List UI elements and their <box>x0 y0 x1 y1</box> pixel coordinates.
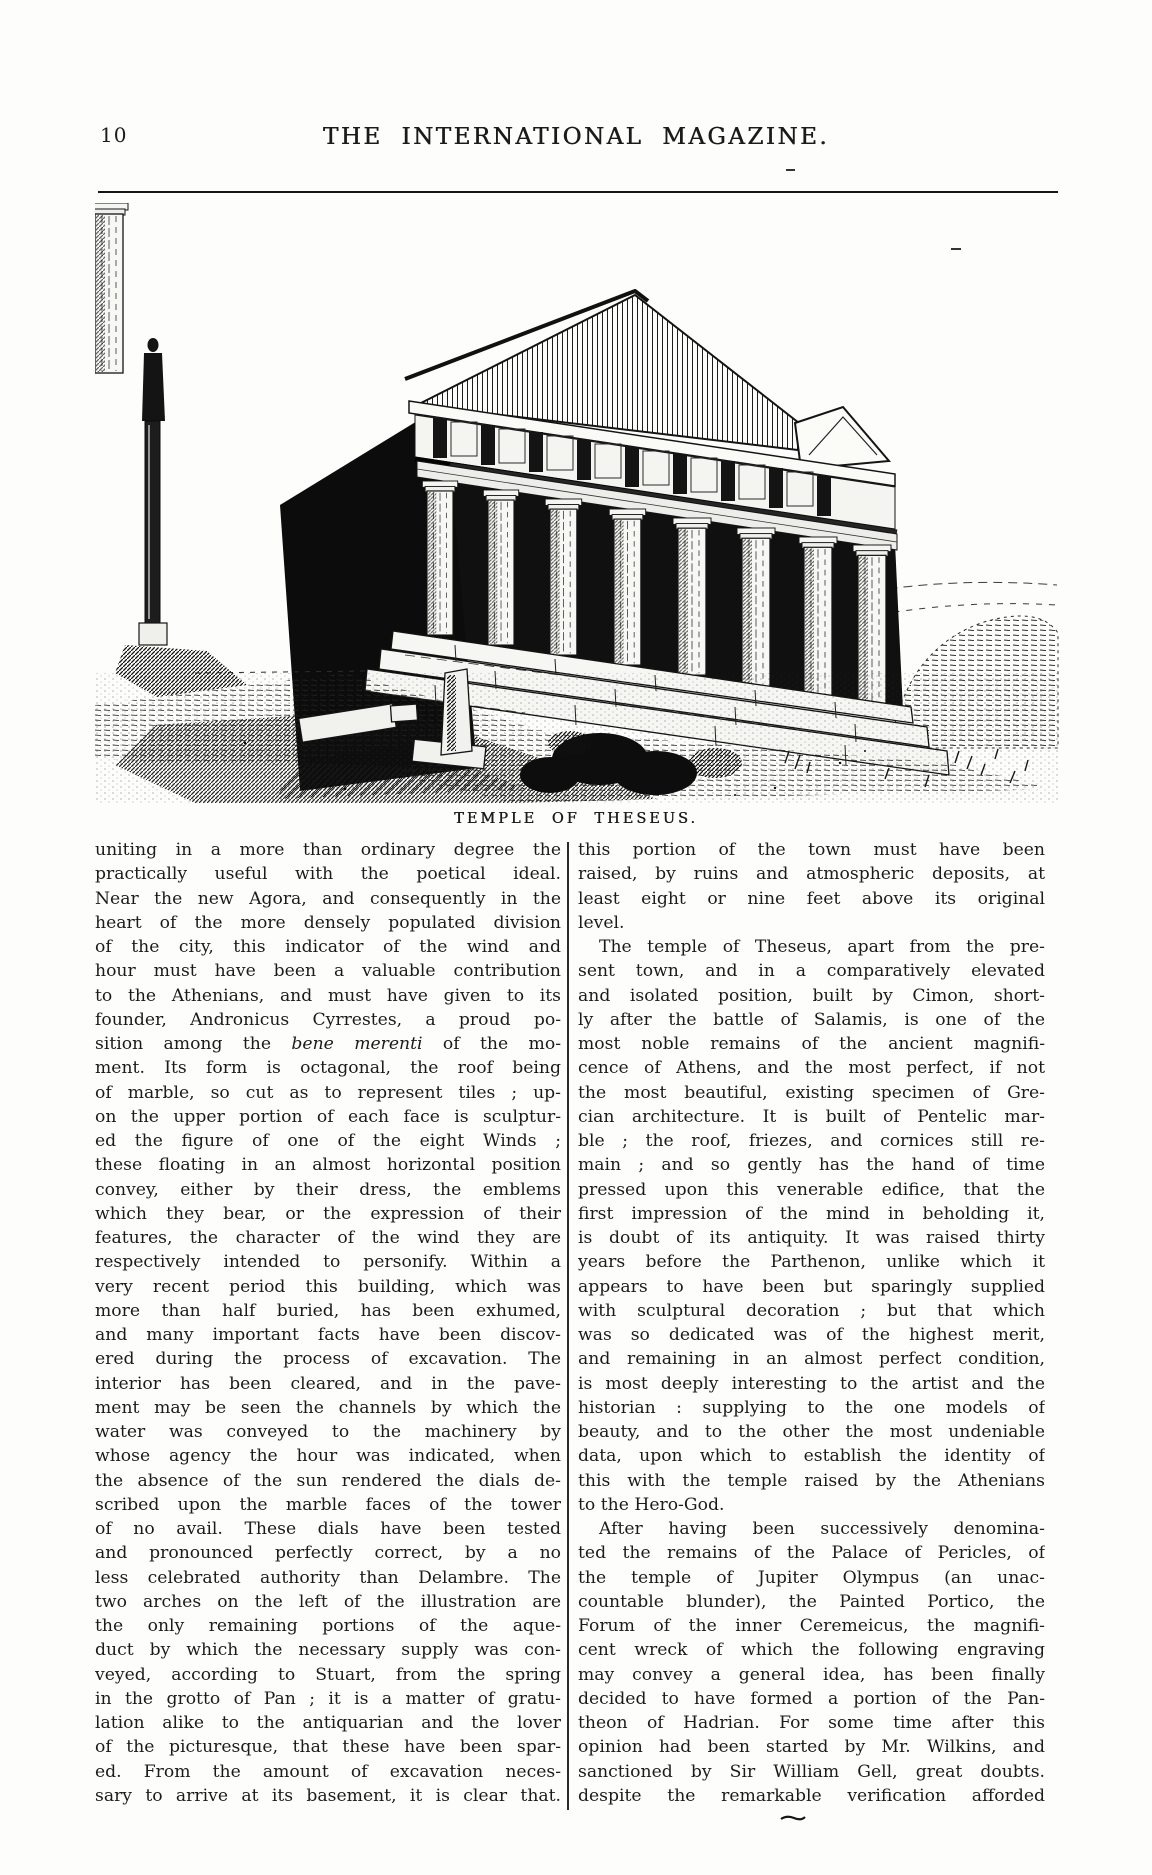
text-line: historian : supplying to the one models of <box>578 1397 1045 1418</box>
text-line: interior has been cleared, and in the pave- <box>95 1373 561 1394</box>
text-line: ed the figure of one of the eight Winds ; <box>95 1131 561 1151</box>
text-line: the most beautiful, existing specimen of Gre- <box>578 1082 1045 1103</box>
text-line: this with the temple raised by the Athenians <box>578 1470 1045 1491</box>
text-line: of marble, so cut as to represent tiles ; up- <box>95 1082 561 1103</box>
text-column-left <box>95 838 561 1808</box>
text-line: uniting in a more than ordinary degree the <box>95 840 561 860</box>
text-line: raised, by ruins and atmospheric deposits, at <box>578 864 1045 885</box>
text-line: years before the Parthenon, unlike which it <box>578 1252 1045 1273</box>
text-line: Near the new Agora, and consequently in the <box>95 888 561 909</box>
text-column-right <box>578 838 1045 1808</box>
text-line: practically useful with the poetical ideal. <box>95 864 561 885</box>
text-line: ly after the battle of Salamis, is one of the <box>578 1009 1045 1030</box>
text-line: the absence of the sun rendered the dials de- <box>95 1470 561 1491</box>
text-line: cent wreck of which the following engraving <box>578 1640 1045 1661</box>
text-line: duct by which the necessary supply was con- <box>95 1640 561 1661</box>
text-line: whose agency the hour was indicated, when <box>95 1446 561 1467</box>
text-line: water was conveyed to the machinery by <box>95 1422 561 1442</box>
text-line: After having been successively denomina- <box>599 1519 1045 1539</box>
text-line: ble ; the roof, friezes, and cornices still re- <box>578 1131 1045 1151</box>
statue <box>115 338 247 697</box>
text-line: of no avail. These dials have been tested <box>95 1519 561 1539</box>
text-line: more than half buried, has been exhumed, <box>95 1300 561 1321</box>
text-line: two arches on the left of the illustration are <box>95 1591 561 1612</box>
text-line: ment. Its form is octagonal, the roof being <box>95 1058 561 1079</box>
text-line: scribed upon the marble faces of the tower <box>95 1494 561 1515</box>
text-line: theon of Hadrian. For some time after this <box>578 1713 1045 1733</box>
text-line: the only remaining portions of the aque- <box>95 1616 561 1636</box>
text-line: sition among the bene merenti of the mo- <box>95 1034 561 1054</box>
text-line: and pronounced perfectly correct, by a no <box>95 1543 561 1564</box>
text-line: to the Athenians, and must have given to its <box>95 985 561 1006</box>
text-line: ted the remains of the Palace of Pericles, of <box>578 1543 1045 1564</box>
text-line: is doubt of its antiquity. It was raised thirty <box>578 1228 1045 1248</box>
text-line: ed. From the amount of excavation neces- <box>95 1761 561 1782</box>
engraving-caption: TEMPLE OF THESEUS. <box>454 811 698 827</box>
text-line: these floating in an almost horizontal position <box>95 1155 561 1176</box>
text-line: heart of the more densely populated division <box>95 912 561 933</box>
text-line: cian architecture. It is built of Pentelic mar- <box>578 1106 1045 1127</box>
text-line: Forum of the inner Ceremeicus, the magnifi- <box>578 1616 1045 1636</box>
text-line: sanctioned by Sir William Gell, great doubts. <box>578 1761 1045 1782</box>
text-line: opinion had been started by Mr. Wilkins, and <box>578 1737 1045 1758</box>
text-line: less celebrated authority than Delambre. The <box>95 1567 561 1588</box>
text-line: most noble remains of the ancient magnifi- <box>578 1034 1045 1054</box>
text-line: and isolated position, built by Cimon, short- <box>578 985 1045 1006</box>
text-line: founder, Andronicus Cyrrestes, a proud po- <box>95 1009 561 1030</box>
text-line: respectively intended to personify. Within a <box>95 1252 561 1273</box>
text-line: ment may be seen the channels by which the <box>95 1397 561 1418</box>
text-line: of the city, this indicator of the wind and <box>95 937 561 957</box>
header-rule <box>98 191 1058 193</box>
masthead-title: THE INTERNATIONAL MAGAZINE. <box>322 124 830 150</box>
text-line: features, the character of the wind they are <box>95 1228 561 1248</box>
text-line: and many important facts have been discov- <box>95 1325 561 1345</box>
text-line: lation alike to the antiquarian and the lover <box>95 1713 561 1733</box>
text-line: with sculptural decoration ; but that which <box>578 1300 1045 1321</box>
temple-engraving <box>95 203 1060 805</box>
text-line: very recent period this building, which was <box>95 1276 561 1297</box>
text-line: veyed, according to Stuart, from the spring <box>95 1664 561 1685</box>
text-line: ered during the process of excavation. The <box>95 1349 561 1370</box>
text-line: to the Hero-God. <box>578 1494 725 1515</box>
text-line: The temple of Theseus, apart from the pre- <box>599 937 1045 957</box>
text-line: this portion of the town must have been <box>578 840 1045 860</box>
text-line: main ; and so gently has the hand of time <box>578 1155 1045 1176</box>
text-line: appears to have been but sparingly supplied <box>578 1276 1045 1297</box>
text-line: first impression of the mind in beholding it, <box>578 1203 1045 1224</box>
text-line: pressed upon this venerable edifice, that the <box>578 1179 1045 1200</box>
text-line: and remaining in an almost perfect condition, <box>578 1349 1045 1370</box>
text-line: level. <box>578 912 625 933</box>
ink-speck <box>786 169 795 171</box>
column-divider-rule <box>567 842 569 1810</box>
page-number: 10 <box>100 123 128 147</box>
text-line: sary to arrive at its basement, it is clear that. <box>95 1785 561 1806</box>
text-line: on the upper portion of each face is sculptur- <box>95 1106 561 1127</box>
text-line: cence of Athens, and the most perfect, if not <box>578 1058 1045 1079</box>
text-line: of the picturesque, that these have been spar- <box>95 1737 561 1758</box>
text-line: despite the remarkable verification afforded <box>578 1785 1045 1806</box>
text-line: which they bear, or the expression of their <box>95 1203 561 1224</box>
text-line: hour must have been a valuable contribution <box>95 961 561 982</box>
text-line: sent town, and in a comparatively elevated <box>578 961 1045 982</box>
text-line: countable blunder), the Painted Portico, the <box>578 1591 1045 1612</box>
text-line: least eight or nine feet above its original <box>578 888 1045 909</box>
text-line: may convey a general idea, has been finally <box>578 1664 1045 1685</box>
text-line: in the grotto of Pan ; it is a matter of gratu- <box>95 1688 561 1709</box>
text-line: beauty, and to the other the most undeniable <box>578 1422 1045 1442</box>
text-line: is most deeply interesting to the artist and the <box>578 1373 1045 1394</box>
text-line: was so dedicated was of the highest merit, <box>578 1325 1045 1345</box>
ink-mark <box>780 1808 806 1818</box>
text-line: convey, either by their dress, the emblems <box>95 1179 561 1200</box>
text-line: the temple of Jupiter Olympus (an unac- <box>578 1567 1045 1588</box>
text-line: decided to have formed a portion of the Pan- <box>578 1688 1045 1709</box>
text-line: data, upon which to establish the identity of <box>578 1446 1045 1467</box>
